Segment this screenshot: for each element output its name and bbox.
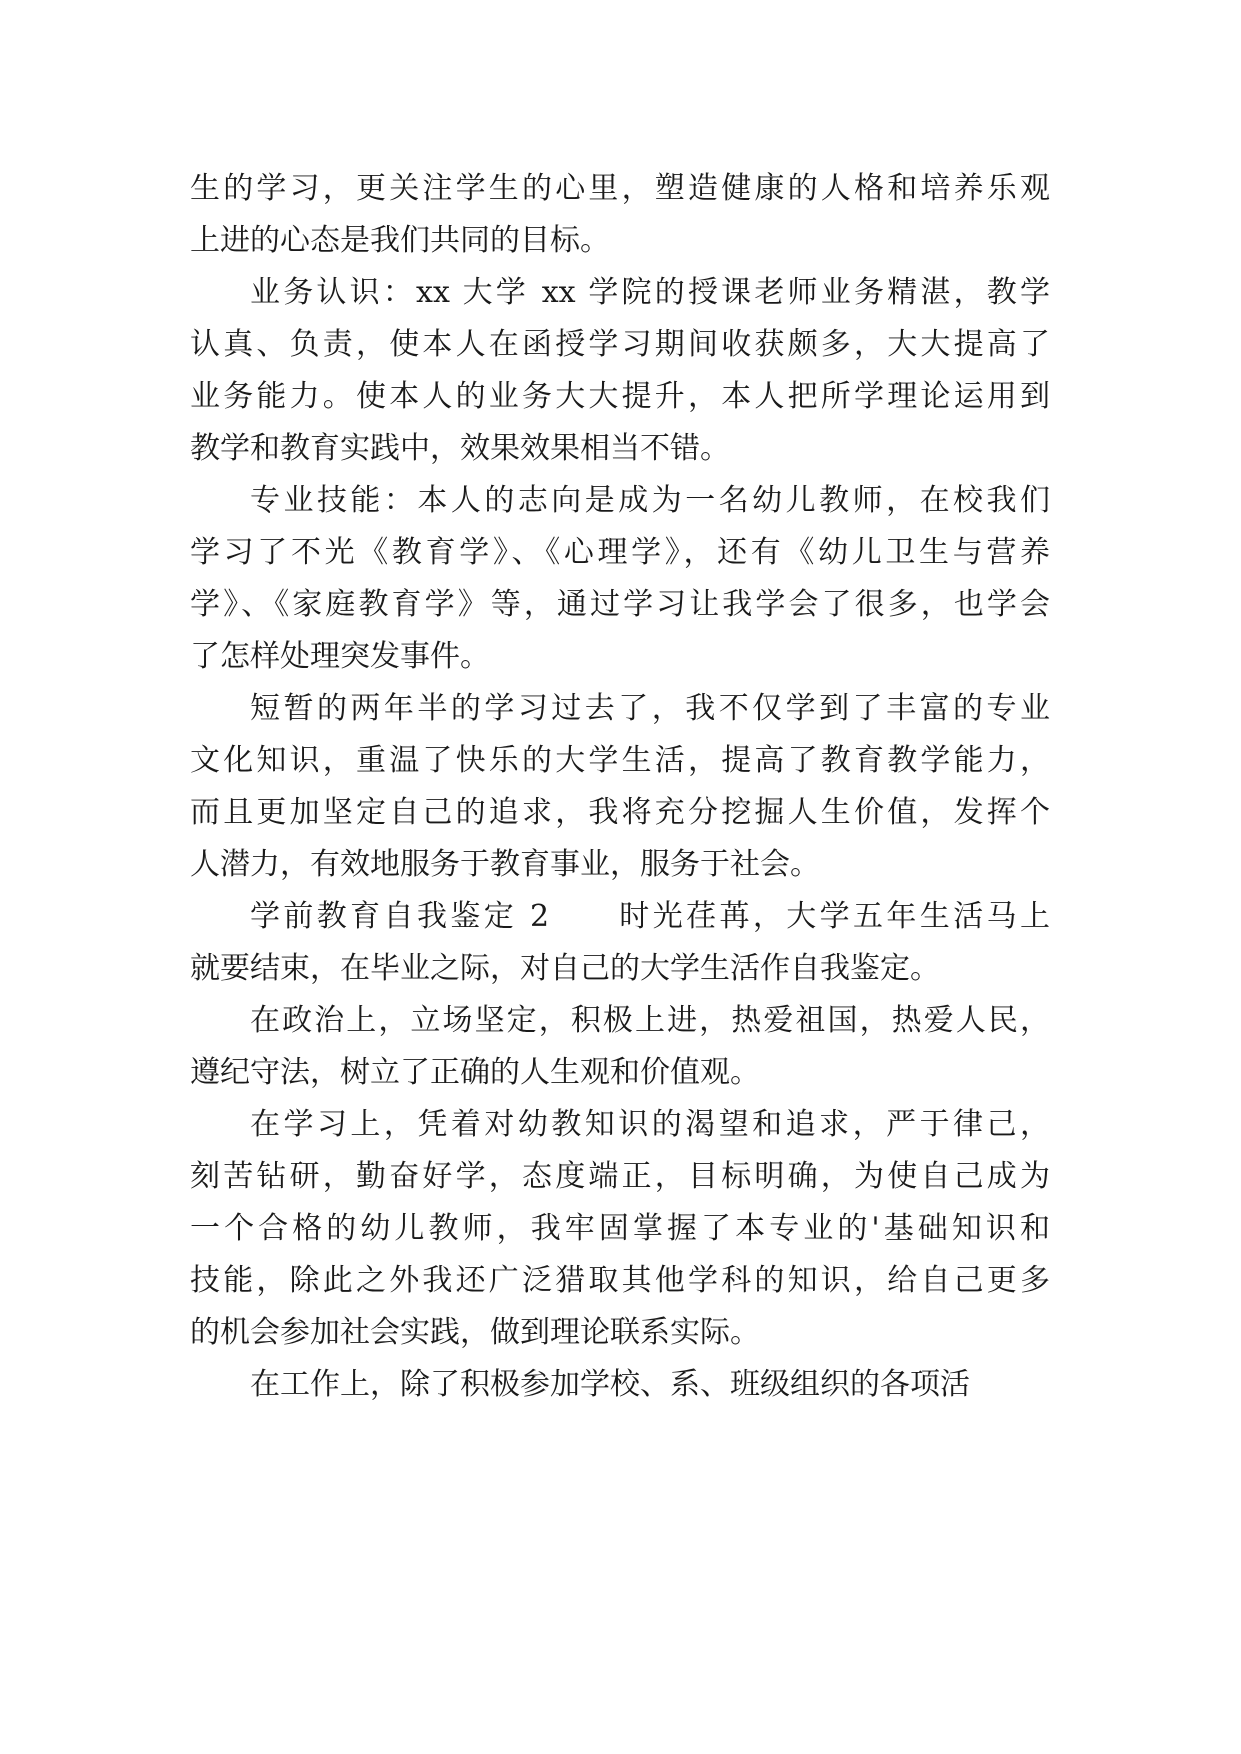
text-line: 生的学习，更关注学生的心里，塑造健康的人格和培养乐观 [190,171,1050,206]
text-line: 就要结束，在毕业之际，对自己的大学生活作自我鉴定。 [190,951,940,986]
text-line: 而且更加坚定自己的追求，我将充分挖掘人生价值，发挥个 [190,795,1050,830]
text-line: 学习了不光《教育学》、《心理学》，还有《幼儿卫生与营养 [190,535,1050,570]
text-line: 业务认识：xx 大学 xx 学院的授课老师业务精湛，教学 [250,275,1050,310]
text-line: 人潜力，有效地服务于教育事业，服务于社会。 [190,847,820,882]
text-line: 在工作上，除了积极参加学校、系、班级组织的各项活 [250,1367,970,1402]
text-line: 在学习上，凭着对幼教知识的渴望和追求，严于律己， [250,1107,1050,1142]
text-line: 认真、负责，使本人在函授学习期间收获颇多，大大提高了 [190,327,1050,362]
text-line: 遵纪守法，树立了正确的人生观和价值观。 [190,1055,760,1090]
text-line: 教学和教育实践中，效果效果相当不错。 [190,431,730,466]
text-line: 短暂的两年半的学习过去了，我不仅学到了丰富的专业 [250,691,1050,726]
text-line: 在政治上，立场坚定，积极上进，热爱祖国，热爱人民， [250,1003,1050,1038]
text-line: 一个合格的幼儿教师，我牢固掌握了本专业的'基础知识和 [190,1211,1050,1246]
text-line: 专业技能：本人的志向是成为一名幼儿教师，在校我们 [250,483,1050,518]
text-line: 技能，除此之外我还广泛猎取其他学科的知识，给自己更多 [190,1263,1050,1298]
text-line: 上进的心态是我们共同的目标。 [190,223,610,258]
text-line: 学前教育自我鉴定 2 时光荏苒，大学五年生活马上 [250,899,1050,934]
text-line: 业务能力。使本人的业务大大提升，本人把所学理论运用到 [190,379,1050,414]
text-line: 刻苦钻研，勤奋好学，态度端正，目标明确，为使自己成为 [190,1159,1050,1194]
text-line: 学》、《家庭教育学》等，通过学习让我学会了很多，也学会 [190,587,1050,622]
text-line: 文化知识，重温了快乐的大学生活，提高了教育教学能力， [190,743,1050,778]
text-line: 的机会参加社会实践，做到理论联系实际。 [190,1315,760,1350]
text-line: 了怎样处理突发事件。 [190,639,490,674]
document-body [190,163,1050,1411]
